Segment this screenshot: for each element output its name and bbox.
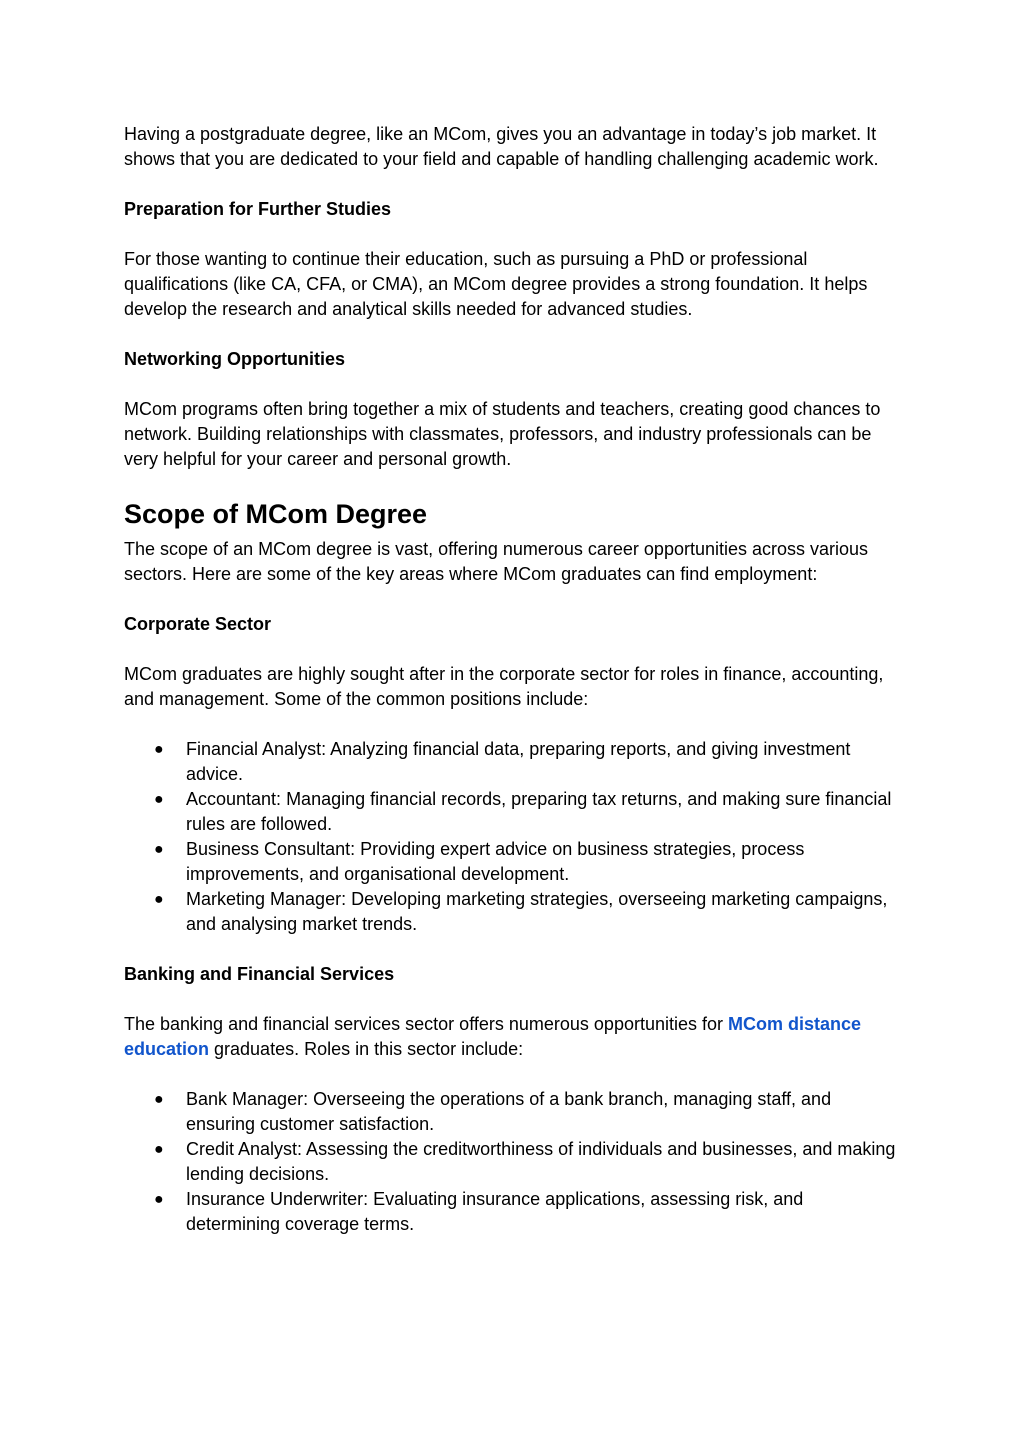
bullet-icon: ● <box>154 1091 164 1108</box>
networking-paragraph: MCom programs often bring together a mix of students and teachers, creating good chances to network. Building relationships with classmates, professors, and industry professionals can be very helpful for your career and personal growth. <box>124 399 881 469</box>
list-item-text: Credit Analyst: Assessing the creditworthiness of individuals and businesses, and making lending decisions. <box>186 1139 896 1184</box>
list-item-text: Financial Analyst: Analyzing financial data, preparing reports, and giving investment advice. <box>186 739 851 784</box>
banking-heading: Banking and Financial Services <box>124 964 395 984</box>
scope-heading: Scope of MCom Degree <box>124 499 428 529</box>
list-item <box>124 787 900 837</box>
corporate-paragraph: MCom graduates are highly sought after in the corporate sector for roles in finance, accounting, and management. Some of the common positions include: <box>124 664 884 709</box>
bullet-icon: ● <box>154 1191 164 1208</box>
list-item <box>124 737 900 787</box>
bullet-icon: ● <box>154 1141 164 1158</box>
banking-paragraph-after: graduates. Roles in this sector include: <box>209 1039 524 1059</box>
document-page <box>124 122 900 1262</box>
further-studies-paragraph: For those wanting to continue their education, such as pursuing a PhD or professional qualifications (like CA, CFA, or CMA), an MCom degree provides a strong foundation. It helps develop the research and analytical skills needed for advanced studies. <box>124 249 868 319</box>
list-item-text: Business Consultant: Providing expert advice on business strategies, process improvements, and organisational development. <box>186 839 805 884</box>
bullet-icon: ● <box>154 741 164 758</box>
list-item <box>124 837 900 887</box>
list-item <box>124 1087 900 1137</box>
banking-paragraph <box>124 1012 900 1062</box>
corporate-heading: Corporate Sector <box>124 614 272 634</box>
bullet-icon: ● <box>154 891 164 908</box>
banking-paragraph-before: The banking and financial services sector offers numerous opportunities for <box>124 1014 728 1034</box>
list-item-text: Marketing Manager: Developing marketing strategies, overseeing marketing campaigns, and analysing market trends. <box>186 889 888 934</box>
list-item-text: Bank Manager: Overseeing the operations of a bank branch, managing staff, and ensuring customer satisfaction. <box>186 1089 832 1134</box>
further-studies-heading: Preparation for Further Studies <box>124 199 392 219</box>
list-item-text: Insurance Underwriter: Evaluating insurance applications, assessing risk, and determining coverage terms. <box>186 1189 804 1234</box>
list-item <box>124 1137 900 1187</box>
list-item <box>124 1187 900 1237</box>
list-item <box>124 887 900 937</box>
corporate-roles-list <box>124 737 900 937</box>
bullet-icon: ● <box>154 841 164 858</box>
banking-roles-list <box>124 1087 900 1237</box>
intro-paragraph: Having a postgraduate degree, like an MCom, gives you an advantage in today’s job market. It shows that you are dedicated to your field and capable of handling challenging academic work. <box>124 124 879 169</box>
mcom-distance-education-link[interactable]: MCom distance education <box>124 1014 862 1059</box>
scope-paragraph: The scope of an MCom degree is vast, offering numerous career opportunities across various sectors. Here are some of the key areas where MCom graduates can find employment: <box>124 539 869 584</box>
networking-heading: Networking Opportunities <box>124 349 346 369</box>
bullet-icon: ● <box>154 791 164 808</box>
list-item-text: Accountant: Managing financial records, preparing tax returns, and making sure financial rules are followed. <box>186 789 892 834</box>
